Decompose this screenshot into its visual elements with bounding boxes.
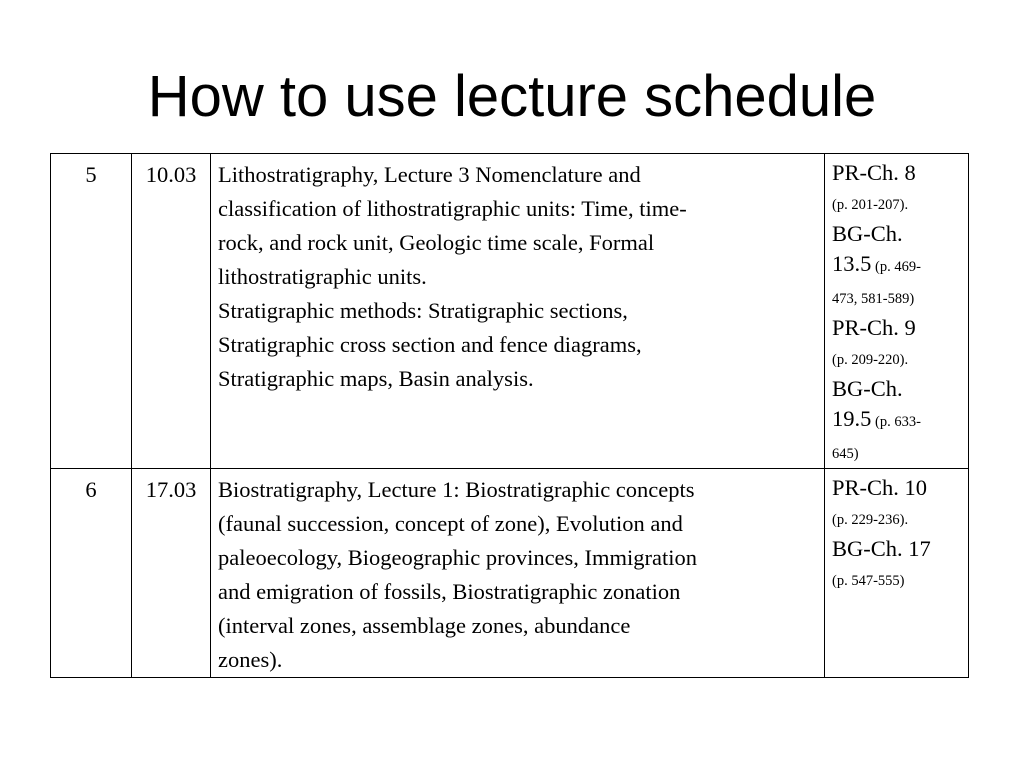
page-range: (p. 201-207). [832,197,909,213]
page-range: (p. 633- [871,414,921,430]
reference-line [832,503,962,534]
lecture-date-cell: 17.03 [132,469,211,678]
description-line: Stratigraphic maps, Basin analysis. [218,366,534,391]
page-range: 645) [832,446,859,462]
description-line: zones). [218,647,283,672]
chapter-reference: 13.5 [832,251,872,276]
reference-line [832,282,962,313]
chapter-reference: PR-Ch. 8 [832,160,916,185]
chapter-reference: PR-Ch. 10 [832,475,928,500]
lecture-number-cell: 5 [51,154,132,469]
reference-line [832,249,962,282]
reference-line [832,534,962,564]
reference-line [832,219,962,249]
description-line: Stratigraphic cross section and fence diagrams, [218,332,642,357]
chapter-reference: BG-Ch. [832,376,903,401]
reading-reference-cell [825,154,969,469]
description-line: Lithostratigraphy, Lecture 3 Nomenclature and [218,162,641,187]
reference-line [832,374,962,404]
chapter-reference: BG-Ch. [832,221,903,246]
reference-line [832,158,962,188]
page-range: (p. 229-236). [832,512,909,528]
lecture-description-cell [211,154,825,469]
schedule-row [51,469,969,678]
description-line: (faunal succession, concept of zone), Evolution and [218,511,683,536]
description-line: (interval zones, assemblage zones, abundance [218,613,631,638]
description-line: paleoecology, Biogeographic provinces, Immigration [218,545,698,570]
reference-line [832,564,962,595]
schedule-row [51,154,969,469]
reference-line [832,313,962,343]
description-line: rock, and rock unit, Geologic time scale, Formal [218,230,655,255]
page-range: (p. 209-220). [832,352,909,368]
reference-line [832,343,962,374]
reference-line [832,473,962,503]
description-line: classification of lithostratigraphic units: Time, time- [218,196,687,221]
reference-line [832,437,962,468]
slide-title: How to use lecture schedule [147,64,877,129]
lecture-number-cell: 6 [51,469,132,678]
page-range: (p. 469- [871,259,921,275]
reference-line [832,188,962,219]
lecture-schedule-table [50,153,969,678]
lecture-date-cell: 10.03 [132,154,211,469]
description-line: lithostratigraphic units. [218,264,427,289]
chapter-reference: 19.5 [832,406,872,431]
reference-line [832,404,962,437]
lecture-description-cell [211,469,825,678]
description-line: Biostratigraphy, Lecture 1: Biostratigraphic concepts [218,477,695,502]
page-range: 473, 581-589) [832,291,915,307]
description-line: and emigration of fossils, Biostratigraphic zonation [218,579,681,604]
reading-reference-cell [825,469,969,678]
chapter-reference: PR-Ch. 9 [832,315,916,340]
chapter-reference: BG-Ch. 17 [832,536,931,561]
description-line: Stratigraphic methods: Stratigraphic sections, [218,298,628,323]
page-range: (p. 547-555) [832,573,905,589]
